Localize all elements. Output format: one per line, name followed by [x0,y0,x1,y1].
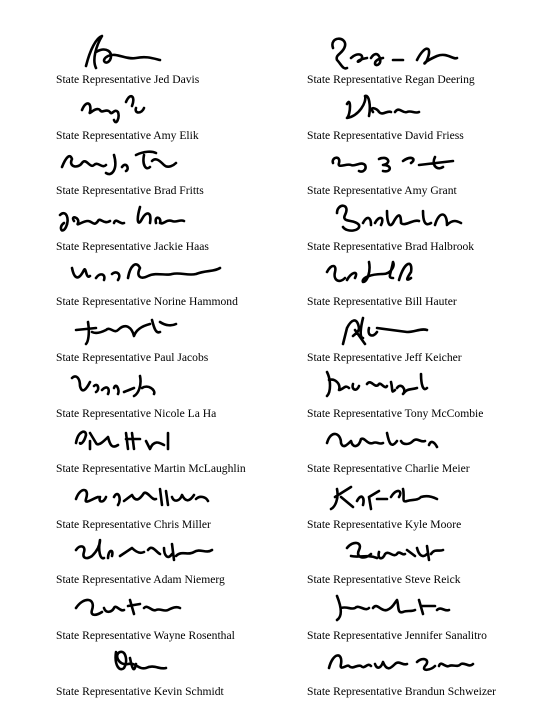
representative-name: State Representative Bill Hauter [307,295,457,309]
signature-entry [56,308,316,364]
handwritten-signature [307,530,527,574]
handwritten-signature [307,141,527,185]
representative-name: State Representative Jennifer Sanalitro [307,629,487,642]
handwritten-signature [307,86,527,130]
handwritten-signature [56,364,276,408]
handwritten-signature [56,642,276,686]
representative-name: State Representative Kyle Moore [307,517,462,531]
handwritten-signature [307,364,527,408]
signature-entry [56,86,316,142]
representative-name: State Representative Brad Fritts [56,184,204,198]
signature-entry [307,141,558,197]
handwritten-signature [307,30,527,74]
representative-name: State Representative Adam Niemerg [56,573,225,587]
handwritten-signature [56,308,276,352]
handwritten-signature [307,475,527,519]
representative-name: State Representative Tony McCombie [307,406,484,420]
handwritten-signature [56,141,276,185]
signature-entry [307,586,558,642]
signature-entry [56,141,316,197]
representative-name: State Representative Wayne Rosenthal [56,629,235,642]
handwritten-signature [56,586,276,630]
handwritten-signature [56,30,276,74]
representative-name: State Representative Charlie Meier [307,462,470,476]
handwritten-signature [307,586,527,630]
handwritten-signature [307,419,527,463]
signature-entry [56,586,316,642]
handwritten-signature [56,86,276,130]
representative-name: State Representative Norine Hammond [56,295,238,309]
signature-entry [307,197,558,253]
signature-entry [307,419,558,475]
signature-entry [307,86,558,142]
signature-entry [56,530,316,586]
signature-entry [56,197,316,253]
representative-name: State Representative Amy Elik [56,128,199,142]
representative-name: State Representative Martin McLaughlin [56,462,246,476]
signature-entry [56,419,316,475]
representative-name: State Representative Brandun Schweizer [307,684,496,698]
representative-name: State Representative Nicole La Ha [56,406,217,420]
representative-name: State Representative Amy Grant [307,184,457,198]
signature-entry [307,30,558,86]
handwritten-signature [56,197,276,241]
representative-name: State Representative Kevin Schmidt [56,684,224,698]
signature-entry [307,530,558,586]
handwritten-signature [56,530,276,574]
handwritten-signature [307,252,527,296]
handwritten-signature [307,642,527,686]
signature-entry [56,252,316,308]
signature-entry [307,252,558,308]
representative-name: State Representative Regan Deering [307,73,475,86]
representative-name: State Representative Brad Halbrook [307,239,475,253]
signature-entry [307,308,558,364]
representative-name: State Representative David Friess [307,128,464,142]
handwritten-signature [56,252,276,296]
signature-entry [56,364,316,420]
handwritten-signature [307,308,527,352]
signature-entry [56,30,316,86]
signature-entry [307,364,558,420]
handwritten-signature [307,197,527,241]
representative-name: State Representative Paul Jacobs [56,351,209,364]
representative-name: State Representative Chris Miller [56,517,211,531]
handwritten-signature [56,419,276,463]
representative-name: State Representative Jed Davis [56,73,200,86]
signature-entry [307,475,558,531]
representative-name: State Representative Jackie Haas [56,239,209,253]
signature-entry [56,475,316,531]
handwritten-signature [56,475,276,519]
representative-name: State Representative Steve Reick [307,573,461,587]
representative-name: State Representative Jeff Keicher [307,351,462,364]
signature-entry [56,642,316,698]
signature-entry [307,642,558,698]
